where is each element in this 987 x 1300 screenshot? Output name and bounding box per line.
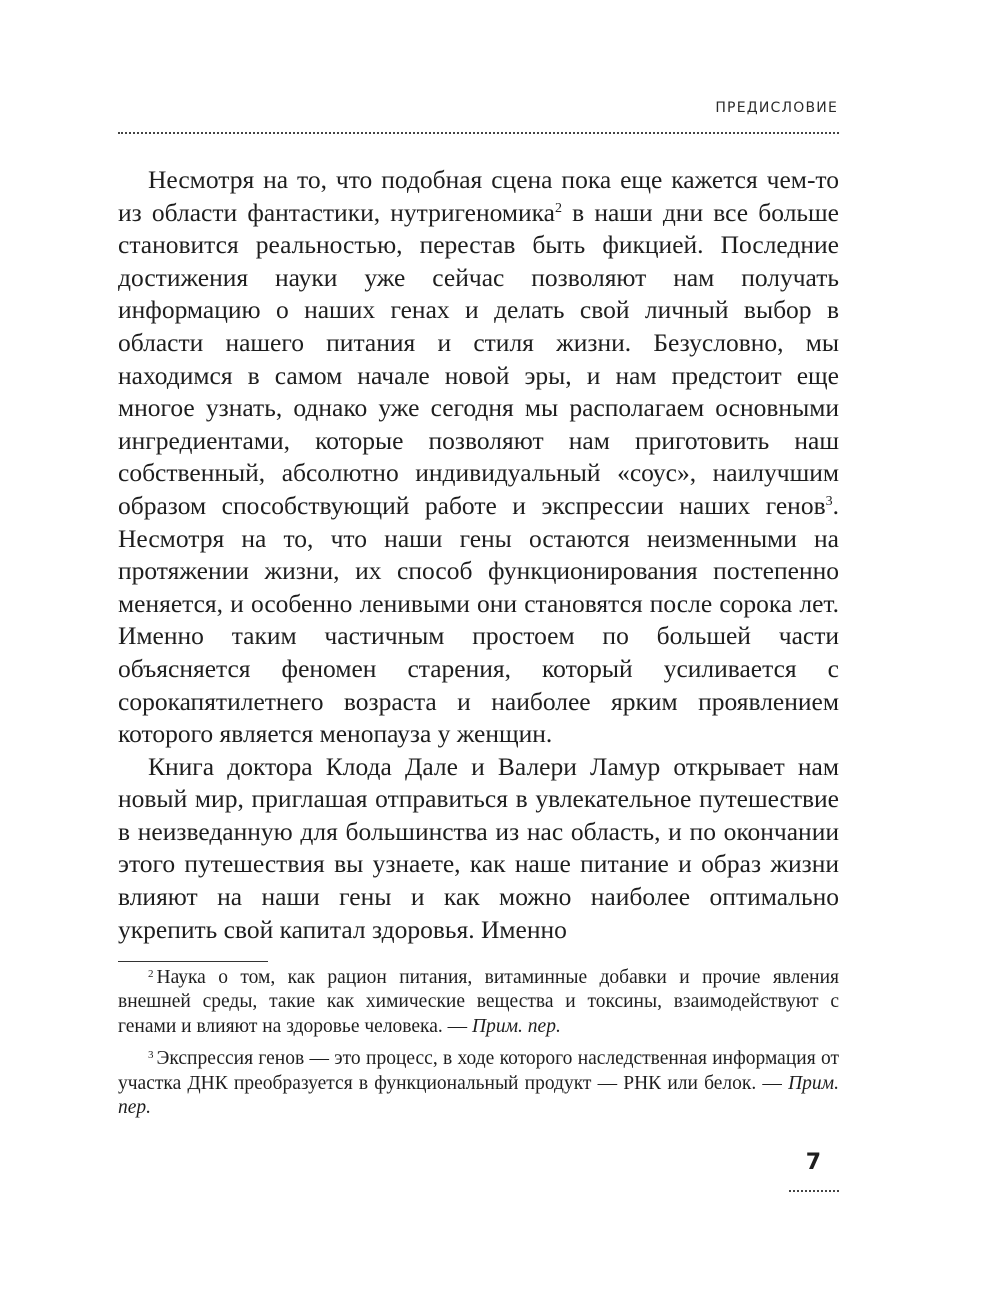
header-dotted-rule <box>118 132 839 134</box>
footnotes <box>118 966 839 1128</box>
footnote-3 <box>118 1047 839 1120</box>
footer-dotted-rule <box>789 1190 839 1192</box>
paragraph-2: Книга доктора Клода Дале и Валери Ламур открывает нам новый мир, приглашая отправиться в увлекательное путешествие в неизведанную для большинства из нас область, и по окончании этого путешествия вы узнаете, как наше питание и образ жизни влияют на наши гены и как можно наиболее оптимально укрепить свой капитал здоровья. Именно <box>118 751 839 944</box>
running-head: ПРЕДИСЛОВИЕ <box>715 100 838 116</box>
footnote-text: Экспрессия генов — это процесс, в ходе которого наследственная информация от участка ДНК преобразуется в функциональный продукт — РНК или белок. — <box>118 1048 839 1094</box>
page-number: 7 <box>805 1150 821 1175</box>
footnote-separator <box>118 961 268 962</box>
translator-note: Прим. пер. <box>118 1072 839 1119</box>
paragraph-1-text-b: в наши дни все больше становится реальностью, перестав быть фикцией. Последние достижения науки уже сейчас позволяют нам получать информацию о наших генах и делать свой личный выбор в области нашего питания и стиля жизни. Безусловно, мы находимся в самом начале новой эры, и нам предстоит еще многое узнать, однако уже сегодня мы располагаем основными ингредиентами, которые позволяют нам приготовить наш собственный, абсолютно индивидуальный «соус», наилучшим образом способствующий работе и экспрессии наших генов <box>118 197 839 520</box>
footnote-text: Наука о том, как рацион питания, витаминные добавки и прочие явления внешней среды, такие как химические вещества и токсины, взаимодействуют с генами и влияют на здоровье человека. — <box>118 967 839 1037</box>
footnote-mark: 2 <box>148 968 154 980</box>
translator-note: Прим. пер. <box>472 1015 561 1037</box>
paragraph-1-text-a: Несмотря на то, что подобная сцена пока еще кажется чем-то из области фантастики, нутригеномика <box>118 165 839 227</box>
paragraph-1-text-c: . Несмотря на то, что наши гены остаются неизменными на протяжении жизни, их способ функционирования постепенно меняется, и особенно ленивыми они становятся после сорока лет. Именно таким частичным простоем по большей части объясняется феномен старения, который усиливается с сорокапятилетнего возраста и наиболее ярким проявлением которого является менопауза у женщин. <box>118 490 839 749</box>
footnote-mark: 3 <box>148 1049 154 1062</box>
footnote-ref-3[interactable]: 3 <box>825 493 833 509</box>
main-text <box>118 164 839 946</box>
footnote-ref-2[interactable]: 2 <box>555 200 562 216</box>
paragraph-1 <box>118 164 839 751</box>
footnote-2 <box>118 966 839 1039</box>
